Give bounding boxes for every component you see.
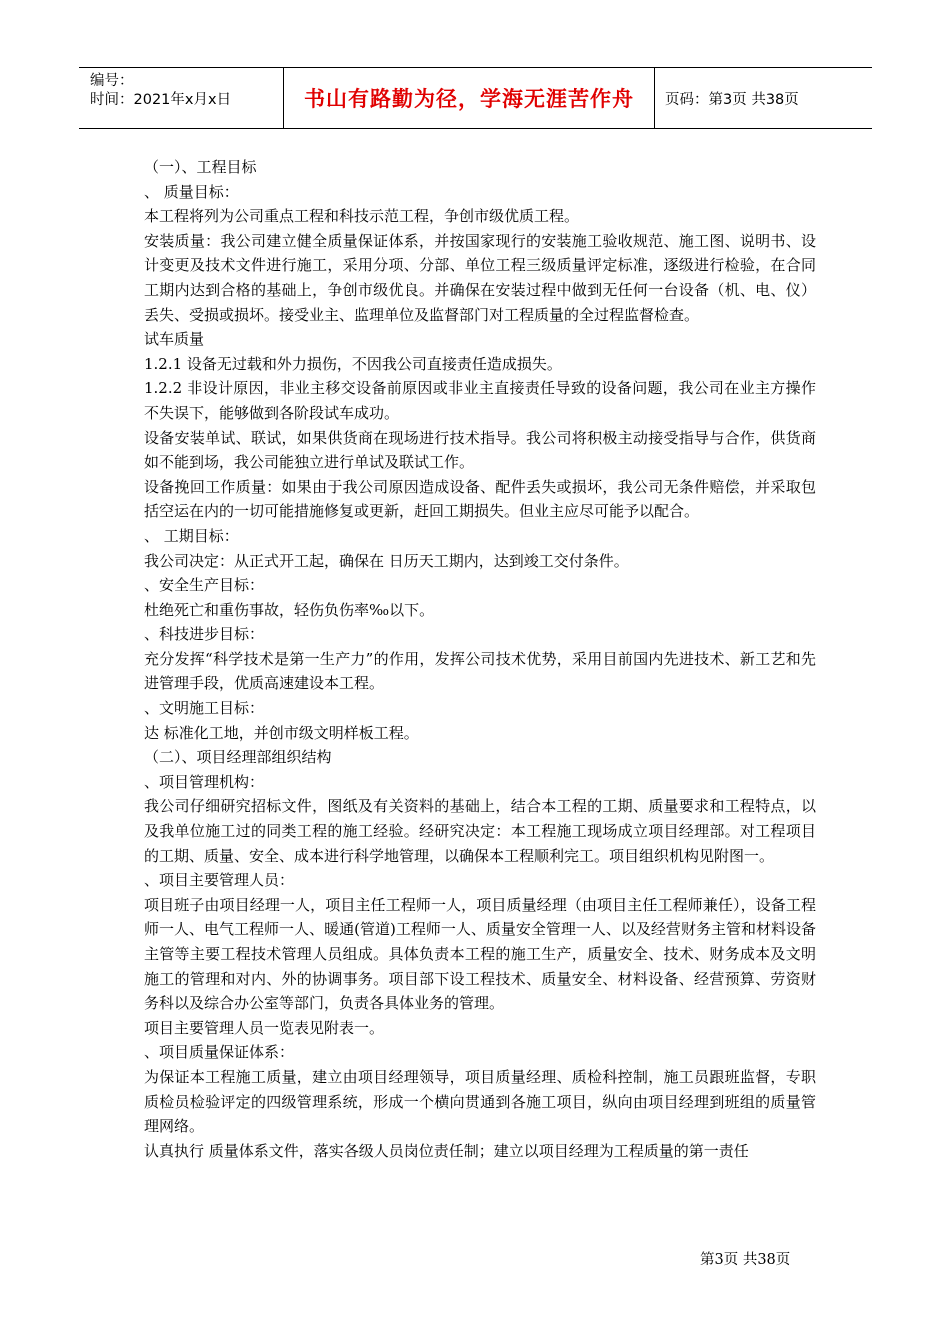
paragraph: 为保证本工程施工质量，建立由项目经理领导，项目质量经理、质检科控制，施工员跟班监督，专职质检员检验评定的四级管理系统，形成一个横向贯通到各施工项目，纵向由项目经理到班组的质量管理网络。	[144, 1067, 816, 1136]
document-number: 编号：	[90, 73, 134, 89]
header-motto: 书山有路勤为径，学海无涯苦作舟	[304, 87, 634, 111]
paragraph: 、安全生产目标：	[144, 576, 265, 595]
paragraph: 我公司仔细研究招标文件，图纸及有关资料的基础上，结合本工程的工期、质量要求和工程特点，以及我单位施工过的同类工程的施工经验。经研究决定：本工程施工现场成立项目经理部。对工程项目的工期、质量、安全、成本进行科学地管理，以确保本工程顺利完工。项目组织机构见附图一。	[144, 797, 816, 865]
page-footer: 第3页 共38页	[700, 1252, 791, 1268]
paragraph: 我公司决定：从正式开工起，确保在 日历天工期内，达到竣工交付条件。	[144, 551, 629, 570]
paragraph: 、文明施工目标：	[144, 699, 265, 718]
paragraph: 、项目主要管理人员：	[144, 871, 295, 890]
paragraph: 、 工期目标：	[144, 526, 239, 545]
header-motto-cell	[283, 68, 655, 128]
paragraph: 、科技进步目标：	[144, 625, 265, 644]
paragraph: 项目班子由项目经理一人，项目主任工程师一人，项目质量经理（由项目主任工程师兼任），设备工程师一人、电气工程师一人、暖通(管道)工程师一人、质量安全管理一人、以及经营财务主管和材料设备主管等主要工程技术管理人员组成。具体负责本工程的施工生产，质量安全、技术、财务成本及文明施工的管理和对内、外的协调事务。项目部下设工程技术、质量安全、材料设备、经营预算、劳资财务科以及综合办公室等部门，负责各具体业务的管理。	[144, 895, 816, 1013]
paragraph: 、 质量目标：	[144, 182, 239, 201]
header-page-info: 页码：第3页 共38页	[665, 91, 799, 108]
header-meta	[79, 68, 283, 128]
document-body	[144, 155, 816, 1163]
paragraph: 达 标准化工地，并创市级文明样板工程。	[144, 723, 419, 742]
document-date: 时间：2021年x月x日	[90, 92, 232, 108]
paragraph: 安装质量：我公司建立健全质量保证体系，并按国家现行的安装施工验收规范、施工图、说明书、设计变更及技术文件进行施工，采用分项、分部、单位工程三级质量评定标准，逐级进行检验，在合同工期内达到合格的基础上，争创市级优良。并确保在安装过程中做到无任何一台设备（机、电、仪）丢失、受损或损坏。接受业主、监理单位及监督部门对工程质量的全过程监督检查。	[144, 231, 816, 324]
paragraph: 设备安装单试、联试，如果供货商在现场进行技术指导。我公司将积极主动接受指导与合作，供货商如不能到场，我公司能独立进行单试及联试工作。	[144, 428, 816, 472]
paragraph: 充分发挥“科学技术是第一生产力”的作用，发挥公司技术优势，采用目前国内先进技术、新工艺和先进管理手段，优质高速建设本工程。	[144, 649, 816, 693]
paragraph: 、项目管理机构：	[144, 772, 265, 791]
paragraph: 1.2.1 设备无过载和外力损伤，不因我公司直接责任造成损失。	[144, 354, 562, 373]
paragraph: 、项目质量保证体系：	[144, 1043, 295, 1062]
paragraph: （二）、项目经理部组织结构	[144, 748, 332, 767]
paragraph: 项目主要管理人员一览表见附表一。	[144, 1018, 385, 1037]
paragraph: 设备挽回工作质量：如果由于我公司原因造成设备、配件丢失或损坏，我公司无条件赔偿，并采取包括空运在内的一切可能措施修复或更新，赶回工期损失。但业主应尽可能予以配合。	[144, 477, 816, 521]
paragraph: 试车质量	[144, 330, 205, 349]
paragraph: 杜绝死亡和重伤事故，轻伤负伤率‰以下。	[144, 600, 435, 619]
paragraph: 认真执行 质量体系文件，落实各级人员岗位责任制；建立以项目经理为工程质量的第一责任	[144, 1141, 749, 1160]
paragraph: （一）、工程目标	[144, 158, 257, 176]
paragraph: 本工程将列为公司重点工程和科技示范工程，争创市级优质工程。	[144, 207, 580, 226]
paragraph: 1.2.2 非设计原因，非业主移交设备前原因或非业主直接责任导致的设备问题，我公司在业主方操作不失误下，能够做到各阶段试车成功。	[144, 379, 816, 422]
page-header	[79, 67, 872, 129]
